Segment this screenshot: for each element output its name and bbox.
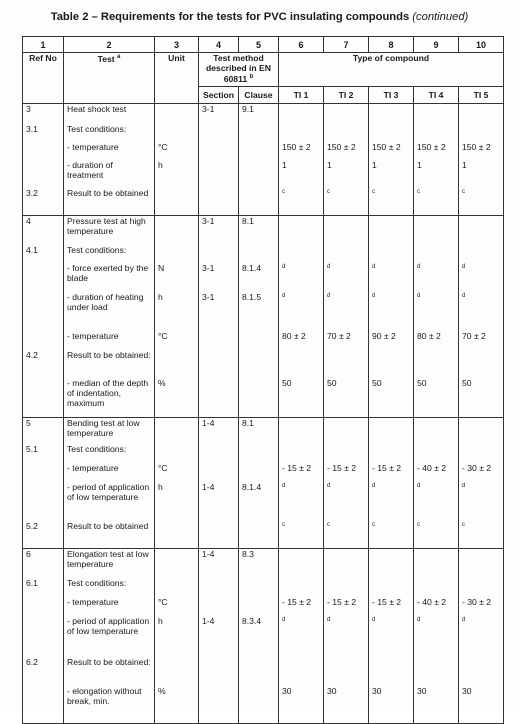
value-cell: - 30 ± 2 — [459, 463, 504, 482]
value-cell: - 15 ± 2 — [369, 597, 414, 616]
section-cell — [199, 686, 239, 724]
ref-no-cell: 5.1 — [23, 444, 64, 463]
value-cell — [279, 418, 324, 445]
unit-cell — [155, 245, 199, 263]
unit-cell — [155, 350, 199, 378]
unit-cell: h — [155, 160, 199, 188]
unit-cell: °C — [155, 463, 199, 482]
type-column-header: TI 5 — [459, 87, 504, 104]
ref-no-cell: 4.1 — [23, 245, 64, 263]
unit-cell — [155, 216, 199, 246]
test-cell: Result to be obtained — [64, 188, 155, 216]
value-cell: 150 ± 2 — [369, 142, 414, 160]
unit-cell: N — [155, 263, 199, 292]
method-header-label: Test method described in EN 60811 — [206, 53, 271, 84]
value-cell — [459, 549, 504, 579]
section-cell — [199, 597, 239, 616]
clause-cell — [239, 521, 279, 549]
unit-cell: h — [155, 482, 199, 521]
clause-cell — [239, 686, 279, 724]
unit-cell — [155, 578, 199, 597]
value-cell — [324, 124, 369, 142]
type-column-header: TI 3 — [369, 87, 414, 104]
test-header — [64, 53, 155, 104]
section-cell — [199, 124, 239, 142]
value-cell: d — [459, 292, 504, 331]
table-title-main: Table 2 – Requirements for the tests for PVC insulating compounds — [50, 11, 410, 23]
value-cell — [369, 245, 414, 263]
value-cell: d — [279, 263, 324, 292]
value-cell — [414, 418, 459, 445]
value-cell — [459, 245, 504, 263]
clause-cell: 8.1.4 — [239, 482, 279, 521]
value-cell: 50 — [324, 378, 369, 418]
value-cell: - 15 ± 2 — [279, 463, 324, 482]
value-cell — [459, 444, 504, 463]
test-cell: - temperature — [64, 331, 155, 350]
test-cell: Pressure test at high temperature — [64, 216, 155, 246]
unit-cell — [155, 124, 199, 142]
column-number: 9 — [414, 37, 459, 53]
value-cell: - 40 ± 2 — [414, 597, 459, 616]
value-cell — [369, 657, 414, 686]
table-row — [23, 444, 504, 463]
value-cell — [369, 124, 414, 142]
value-cell: c — [324, 521, 369, 549]
clause-header: Clause — [239, 87, 279, 104]
section-cell: 1-4 — [199, 482, 239, 521]
value-cell — [459, 104, 504, 125]
ref-no-cell: 6 — [23, 549, 64, 579]
test-cell: Result to be obtained: — [64, 350, 155, 378]
ref-no-cell — [23, 331, 64, 350]
column-number: 1 — [23, 37, 64, 53]
test-cell: - temperature — [64, 142, 155, 160]
test-header-note: a — [117, 54, 121, 60]
value-cell: 80 ± 2 — [414, 331, 459, 350]
value-cell — [324, 245, 369, 263]
test-cell: Test conditions: — [64, 245, 155, 263]
ref-no-cell — [23, 686, 64, 724]
section-cell: 3-1 — [199, 292, 239, 331]
section-cell: 3-1 — [199, 216, 239, 246]
test-cell: Test conditions: — [64, 124, 155, 142]
clause-cell — [239, 142, 279, 160]
ref-no-cell — [23, 378, 64, 418]
unit-cell — [155, 104, 199, 125]
test-cell: - median of the depth of indentation, maximum — [64, 378, 155, 418]
table-row — [23, 245, 504, 263]
ref-no-cell: 3 — [23, 104, 64, 125]
value-cell — [369, 578, 414, 597]
test-cell: - force exerted by the blade — [64, 263, 155, 292]
unit-cell: °C — [155, 597, 199, 616]
clause-cell — [239, 331, 279, 350]
value-cell: d — [459, 616, 504, 657]
value-cell: 30 — [324, 686, 369, 724]
section-cell — [199, 142, 239, 160]
unit-cell — [155, 657, 199, 686]
ref-no-cell: 4.2 — [23, 350, 64, 378]
value-cell: d — [459, 263, 504, 292]
value-cell: 70 ± 2 — [459, 331, 504, 350]
ref-no-cell: 4 — [23, 216, 64, 246]
value-cell — [414, 578, 459, 597]
section-cell — [199, 378, 239, 418]
value-cell: d — [324, 482, 369, 521]
value-cell — [369, 418, 414, 445]
clause-cell — [239, 350, 279, 378]
value-cell — [414, 549, 459, 579]
value-cell: 30 — [459, 686, 504, 724]
table-row — [23, 378, 504, 418]
value-cell — [369, 444, 414, 463]
value-cell: c — [279, 521, 324, 549]
value-cell — [279, 124, 324, 142]
column-number: 6 — [279, 37, 324, 53]
unit-cell: % — [155, 686, 199, 724]
value-cell: d — [414, 616, 459, 657]
value-cell: c — [414, 188, 459, 216]
table-row — [23, 578, 504, 597]
ref-no-cell: 3.1 — [23, 124, 64, 142]
value-cell: c — [324, 188, 369, 216]
ref-no-cell — [23, 263, 64, 292]
section-cell: 1-4 — [199, 616, 239, 657]
value-cell — [369, 104, 414, 125]
column-header-row — [23, 53, 504, 87]
section-header: Section — [199, 87, 239, 104]
section-cell — [199, 160, 239, 188]
unit-cell: °C — [155, 331, 199, 350]
value-cell — [414, 350, 459, 378]
value-cell — [324, 418, 369, 445]
ref-no-cell — [23, 482, 64, 521]
clause-cell — [239, 657, 279, 686]
table-row — [23, 124, 504, 142]
value-cell — [279, 245, 324, 263]
value-cell: 30 — [414, 686, 459, 724]
clause-cell — [239, 578, 279, 597]
unit-cell: °C — [155, 142, 199, 160]
section-cell — [199, 578, 239, 597]
column-number: 4 — [199, 37, 239, 53]
table-body — [23, 104, 504, 724]
value-cell — [459, 418, 504, 445]
column-number: 7 — [324, 37, 369, 53]
value-cell: 150 ± 2 — [324, 142, 369, 160]
value-cell: - 30 ± 2 — [459, 597, 504, 616]
unit-header: Unit — [155, 53, 199, 104]
requirements-table — [22, 36, 504, 724]
value-cell: c — [459, 188, 504, 216]
value-cell — [279, 549, 324, 579]
value-cell: 50 — [369, 378, 414, 418]
value-cell — [459, 578, 504, 597]
value-cell — [369, 216, 414, 246]
type-column-header: TI 2 — [324, 87, 369, 104]
ref-no-cell — [23, 292, 64, 331]
test-cell: Elongation test at low temperature — [64, 549, 155, 579]
value-cell — [414, 245, 459, 263]
clause-cell: 8.1 — [239, 418, 279, 445]
section-cell: 3-1 — [199, 263, 239, 292]
test-cell: - temperature — [64, 463, 155, 482]
value-cell — [279, 444, 324, 463]
table-row — [23, 521, 504, 549]
section-cell: 3-1 — [199, 104, 239, 125]
table-row — [23, 292, 504, 331]
section-cell — [199, 245, 239, 263]
clause-cell — [239, 245, 279, 263]
value-cell — [279, 657, 324, 686]
type-header: Type of compound — [279, 53, 504, 87]
value-cell — [459, 216, 504, 246]
value-cell: c — [279, 188, 324, 216]
value-cell — [414, 657, 459, 686]
table-row — [23, 616, 504, 657]
clause-cell — [239, 160, 279, 188]
value-cell: 70 ± 2 — [324, 331, 369, 350]
column-number: 2 — [64, 37, 155, 53]
value-cell — [324, 549, 369, 579]
value-cell: - 15 ± 2 — [279, 597, 324, 616]
value-cell — [459, 657, 504, 686]
value-cell: d — [414, 263, 459, 292]
column-number-row — [23, 37, 504, 53]
value-cell — [324, 350, 369, 378]
clause-cell: 8.1.5 — [239, 292, 279, 331]
clause-cell — [239, 378, 279, 418]
table-row — [23, 350, 504, 378]
value-cell: 30 — [279, 686, 324, 724]
table-row — [23, 160, 504, 188]
table-row — [23, 686, 504, 724]
value-cell — [324, 578, 369, 597]
value-cell: c — [369, 188, 414, 216]
ref-no-cell — [23, 142, 64, 160]
value-cell — [279, 350, 324, 378]
section-cell — [199, 521, 239, 549]
value-cell: d — [279, 482, 324, 521]
value-cell: 1 — [279, 160, 324, 188]
value-cell: d — [414, 292, 459, 331]
value-cell: 1 — [414, 160, 459, 188]
value-cell — [324, 104, 369, 125]
clause-cell — [239, 188, 279, 216]
ref-no-cell — [23, 616, 64, 657]
clause-cell: 8.3 — [239, 549, 279, 579]
unit-cell — [155, 521, 199, 549]
value-cell: 150 ± 2 — [459, 142, 504, 160]
value-cell: 1 — [369, 160, 414, 188]
ref-no-cell: 5 — [23, 418, 64, 445]
type-column-header: TI 1 — [279, 87, 324, 104]
ref-no-cell: 6.2 — [23, 657, 64, 686]
value-cell: - 15 ± 2 — [369, 463, 414, 482]
value-cell — [369, 350, 414, 378]
value-cell: d — [369, 482, 414, 521]
ref-no-header: Ref No — [23, 53, 64, 104]
table-row — [23, 549, 504, 579]
value-cell: 50 — [414, 378, 459, 418]
value-cell — [414, 216, 459, 246]
section-cell — [199, 463, 239, 482]
method-header-note: b — [249, 73, 254, 80]
test-header-label: Test — [97, 53, 115, 64]
method-header — [199, 53, 279, 87]
section-cell — [199, 331, 239, 350]
test-cell: - temperature — [64, 597, 155, 616]
table-row — [23, 188, 504, 216]
value-cell: c — [414, 521, 459, 549]
test-cell: - duration of heating under load — [64, 292, 155, 331]
value-cell: d — [369, 263, 414, 292]
value-cell: d — [324, 616, 369, 657]
value-cell — [414, 104, 459, 125]
value-cell: d — [459, 482, 504, 521]
unit-cell: h — [155, 616, 199, 657]
column-number: 3 — [155, 37, 199, 53]
unit-cell: % — [155, 378, 199, 418]
ref-no-cell — [23, 160, 64, 188]
ref-no-cell: 3.2 — [23, 188, 64, 216]
value-cell: - 40 ± 2 — [414, 463, 459, 482]
value-cell: - 15 ± 2 — [324, 463, 369, 482]
clause-cell: 8.3.4 — [239, 616, 279, 657]
column-number: 10 — [459, 37, 504, 53]
table-row — [23, 104, 504, 125]
table-title-suffix: (continued) — [412, 11, 469, 23]
value-cell: 1 — [459, 160, 504, 188]
type-column-header: TI 4 — [414, 87, 459, 104]
table-row — [23, 418, 504, 445]
value-cell — [279, 104, 324, 125]
value-cell — [324, 657, 369, 686]
value-cell: c — [459, 521, 504, 549]
test-cell: Bending test at low temperature — [64, 418, 155, 445]
value-cell — [324, 444, 369, 463]
value-cell: 90 ± 2 — [369, 331, 414, 350]
value-cell — [279, 578, 324, 597]
test-cell: - period of application of low temperature — [64, 482, 155, 521]
test-cell: Result to be obtained — [64, 521, 155, 549]
value-cell — [324, 216, 369, 246]
table-row — [23, 142, 504, 160]
clause-cell: 8.1 — [239, 216, 279, 246]
unit-cell — [155, 549, 199, 579]
value-cell: - 15 ± 2 — [324, 597, 369, 616]
section-cell: 1-4 — [199, 418, 239, 445]
test-cell: - duration of treatment — [64, 160, 155, 188]
value-cell: d — [369, 292, 414, 331]
value-cell — [414, 124, 459, 142]
ref-no-cell — [23, 597, 64, 616]
value-cell: d — [369, 616, 414, 657]
value-cell: 50 — [459, 378, 504, 418]
unit-cell — [155, 188, 199, 216]
section-cell — [199, 657, 239, 686]
value-cell: d — [324, 263, 369, 292]
section-cell — [199, 444, 239, 463]
value-cell: 30 — [369, 686, 414, 724]
section-cell — [199, 188, 239, 216]
ref-no-cell: 6.1 — [23, 578, 64, 597]
table-row — [23, 216, 504, 246]
column-number: 8 — [369, 37, 414, 53]
table-row — [23, 463, 504, 482]
value-cell: d — [414, 482, 459, 521]
clause-cell — [239, 597, 279, 616]
clause-cell: 9.1 — [239, 104, 279, 125]
unit-cell: h — [155, 292, 199, 331]
value-cell: d — [279, 292, 324, 331]
test-cell: - period of application of low temperature — [64, 616, 155, 657]
value-cell: 150 ± 2 — [414, 142, 459, 160]
section-cell — [199, 350, 239, 378]
value-cell: 50 — [279, 378, 324, 418]
ref-no-cell — [23, 463, 64, 482]
table-row — [23, 263, 504, 292]
table-title — [0, 11, 519, 23]
table-row — [23, 331, 504, 350]
clause-cell — [239, 444, 279, 463]
value-cell — [279, 216, 324, 246]
test-cell: Test conditions: — [64, 578, 155, 597]
value-cell: 150 ± 2 — [279, 142, 324, 160]
value-cell — [414, 444, 459, 463]
clause-cell — [239, 463, 279, 482]
value-cell — [459, 350, 504, 378]
value-cell — [369, 549, 414, 579]
value-cell: c — [369, 521, 414, 549]
value-cell: 1 — [324, 160, 369, 188]
value-cell: 80 ± 2 — [279, 331, 324, 350]
column-number: 5 — [239, 37, 279, 53]
ref-no-cell: 5.2 — [23, 521, 64, 549]
test-cell: - elongation without break, min. — [64, 686, 155, 724]
clause-cell — [239, 124, 279, 142]
table-row — [23, 597, 504, 616]
table-row — [23, 657, 504, 686]
test-cell: Heat shock test — [64, 104, 155, 125]
test-cell: Test conditions: — [64, 444, 155, 463]
unit-cell — [155, 444, 199, 463]
value-cell — [459, 124, 504, 142]
table-row — [23, 482, 504, 521]
value-cell: d — [279, 616, 324, 657]
clause-cell: 8.1.4 — [239, 263, 279, 292]
section-cell: 1-4 — [199, 549, 239, 579]
test-cell: Result to be obtained: — [64, 657, 155, 686]
value-cell: d — [324, 292, 369, 331]
unit-cell — [155, 418, 199, 445]
